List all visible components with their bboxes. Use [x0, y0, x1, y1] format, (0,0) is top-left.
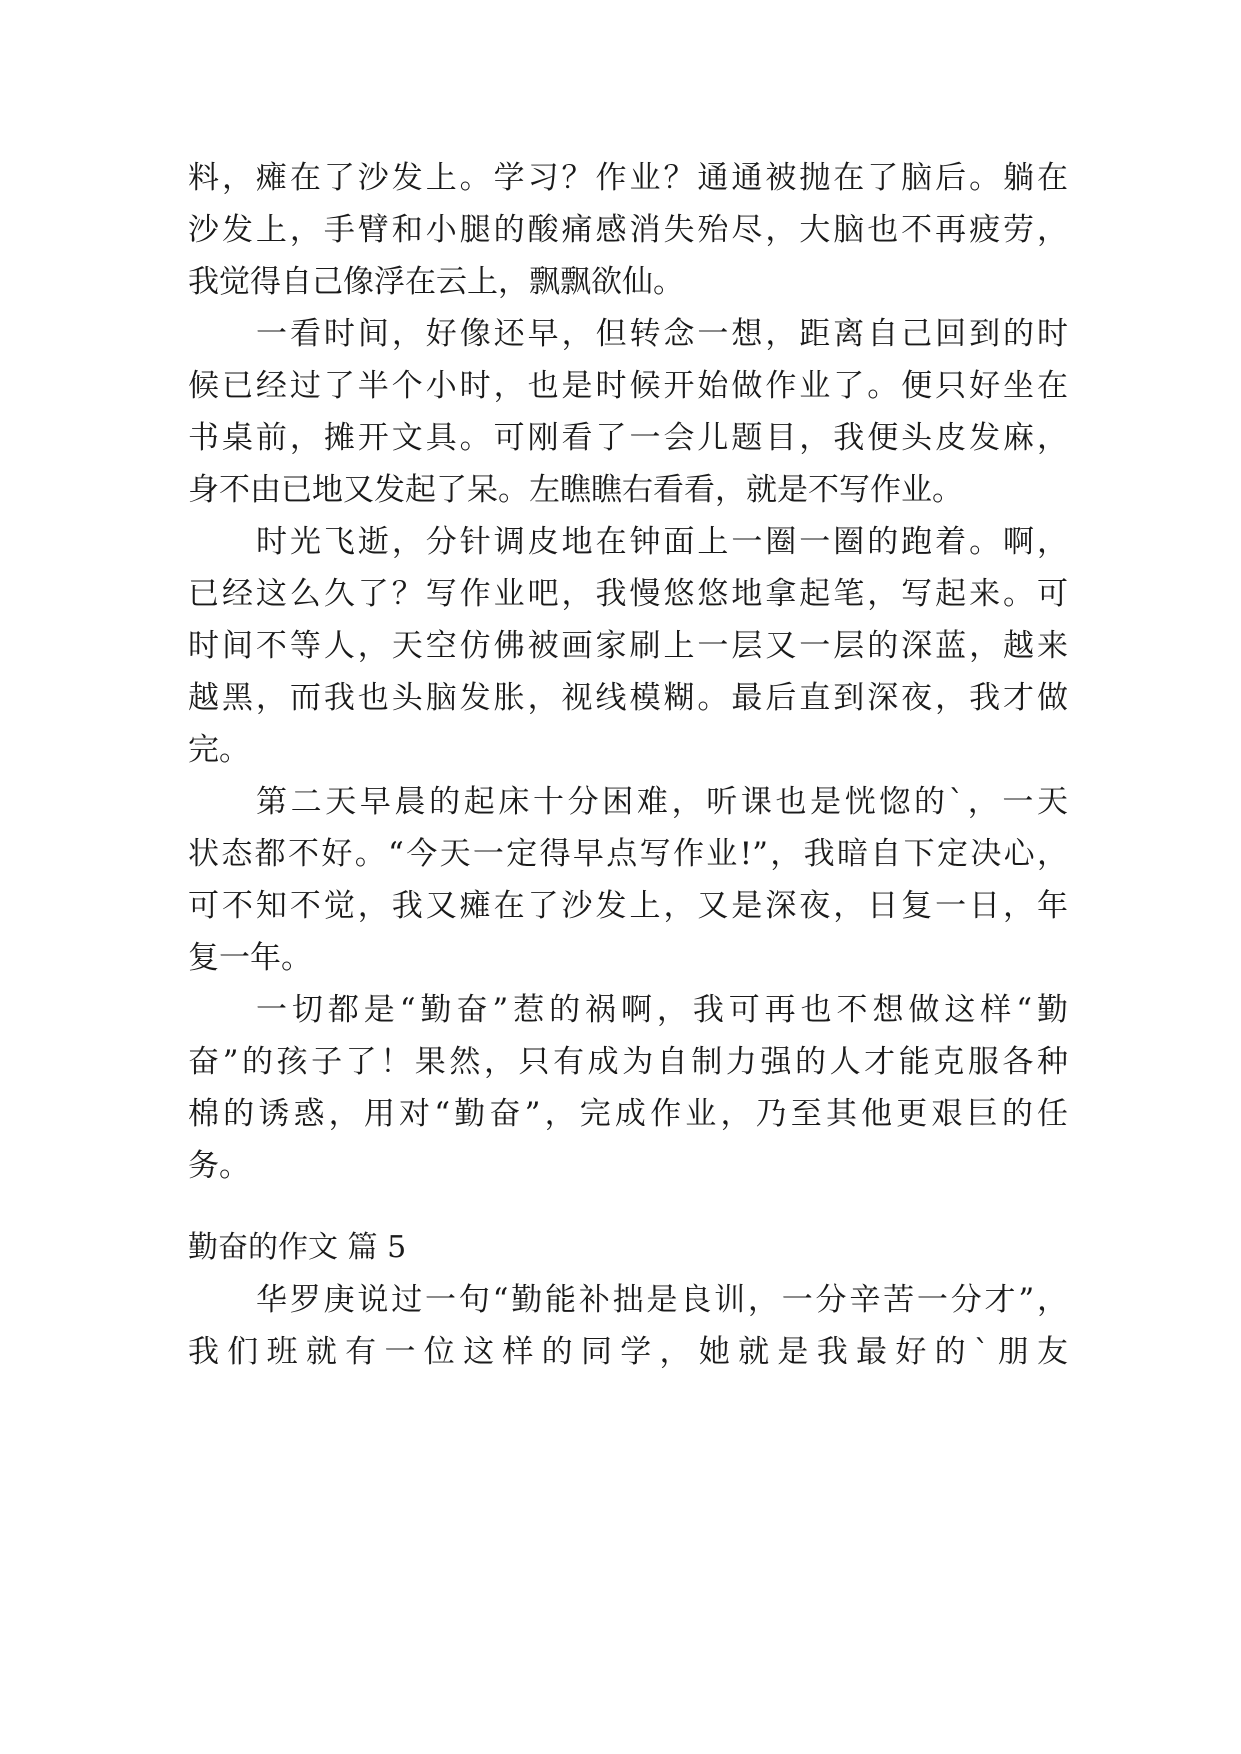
text-line: 可不知不觉，我又瘫在了沙发上，又是深夜，日复一日，年 — [188, 888, 1068, 924]
text-line: 完。 — [188, 732, 250, 768]
text-line: 奋”的孩子了！果然，只有成为自制力强的人才能克服各种 — [188, 1044, 1068, 1080]
text-line: 越黑，而我也头脑发胀，视线模糊。最后直到深夜，我才做 — [188, 680, 1068, 716]
paragraph-first-line: 华罗庚说过一句“勤能补拙是良训，一分辛苦一分才”， — [256, 1282, 1068, 1318]
text-line: 务。 — [188, 1148, 250, 1184]
text-line: 复一年。 — [188, 940, 312, 976]
text-line: 料，瘫在了沙发上。学习？作业？通通被抛在了脑后。躺在 — [188, 160, 1068, 196]
section-heading: 勤奋的作文 篇 5 — [188, 1230, 407, 1265]
text-line: 棉的诱惑，用对“勤奋”，完成作业，乃至其他更艰巨的任 — [188, 1096, 1068, 1132]
text-line: 已经这么久了？写作业吧，我慢悠悠地拿起笔，写起来。可 — [188, 576, 1068, 612]
paragraph-first-line: 一切都是“勤奋”惹的祸啊，我可再也不想做这样“勤 — [256, 992, 1068, 1028]
text-line: 状态都不好。“今天一定得早点写作业!”，我暗自下定决心， — [188, 836, 1068, 872]
text-line: 我觉得自己像浮在云上，飘飘欲仙。 — [188, 264, 684, 300]
text-line: 候已经过了半个小时，也是时候开始做作业了。便只好坐在 — [188, 368, 1068, 404]
text-line: 我们班就有一位这样的同学，她就是我最好的`朋友 — [188, 1334, 1068, 1370]
paragraph-first-line: 第二天早晨的起床十分困难，听课也是恍惚的`，一天 — [256, 784, 1068, 820]
text-line: 身不由已地又发起了呆。左瞧瞧右看看，就是不写作业。 — [188, 472, 963, 508]
text-line: 书桌前，摊开文具。可刚看了一会儿题目，我便头皮发麻， — [188, 420, 1068, 456]
paragraph-first-line: 时光飞逝，分针调皮地在钟面上一圈一圈的跑着。啊， — [256, 524, 1068, 560]
text-line: 时间不等人，天空仿佛被画家刷上一层又一层的深蓝，越来 — [188, 628, 1068, 664]
text-line: 沙发上，手臂和小腿的酸痛感消失殆尽，大脑也不再疲劳， — [188, 212, 1068, 248]
paragraph-first-line: 一看时间，好像还早，但转念一想，距离自己回到的时 — [256, 316, 1068, 352]
